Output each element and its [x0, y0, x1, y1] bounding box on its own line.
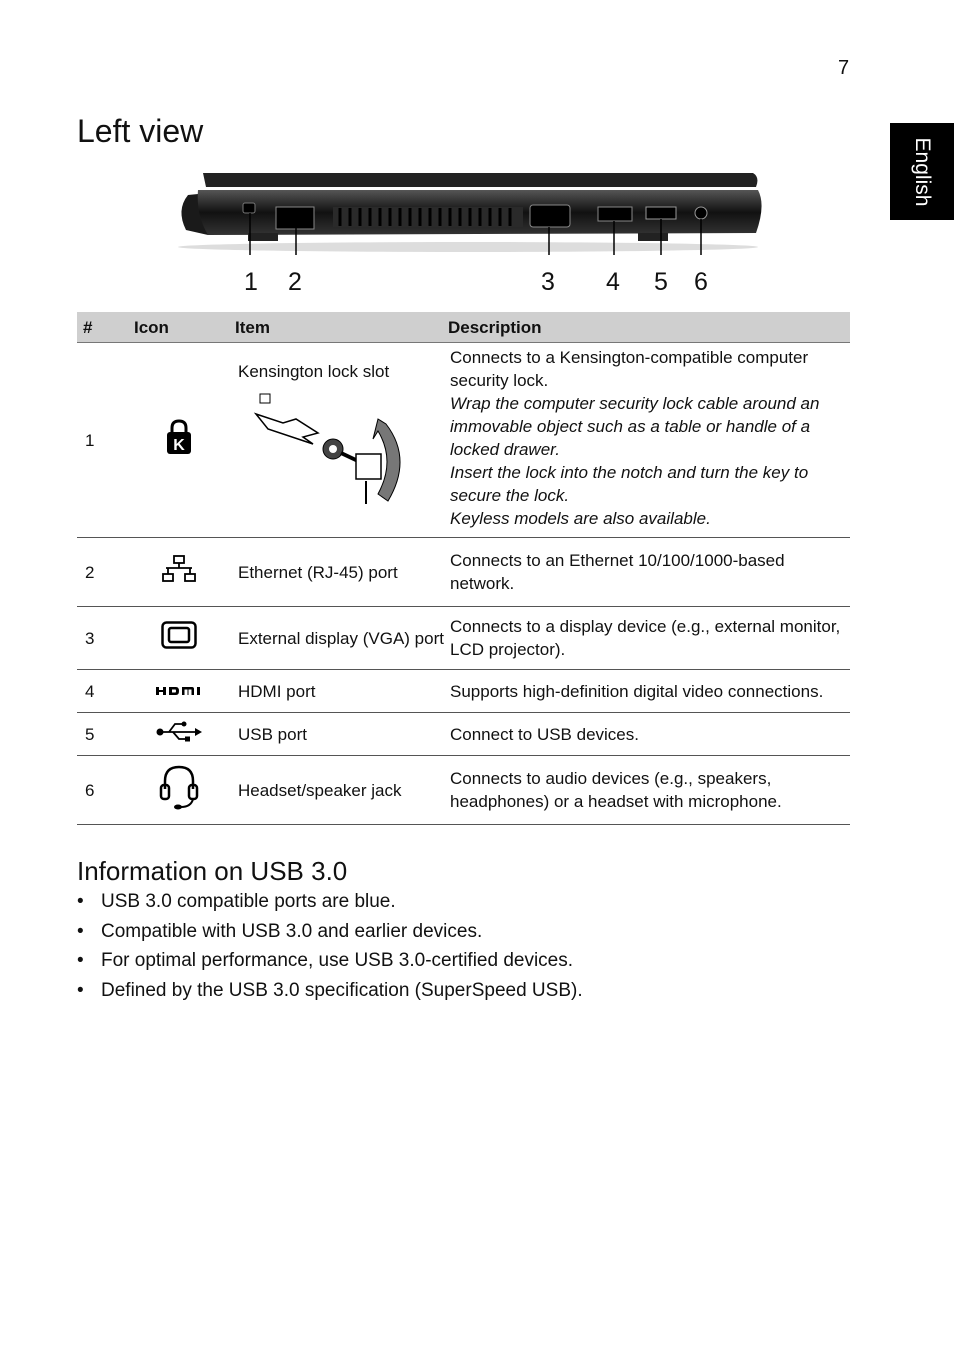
language-tab-label: English [911, 137, 934, 206]
callout-5: 5 [654, 268, 668, 296]
list-item: • Compatible with USB 3.0 and earlier devices. [77, 919, 583, 949]
row-item: HDMI port [230, 670, 444, 713]
row-item: Kensington lock slot [238, 362, 390, 381]
headset-icon [159, 763, 199, 811]
table-row [77, 713, 850, 756]
page-number: 7 [838, 57, 850, 79]
row-note: Wrap the computer security lock cable around an immovable object such as a table or handle of a locked drawer. [450, 394, 820, 459]
callout-1: 1 [244, 268, 258, 296]
row-item: External display (VGA) port [230, 607, 444, 670]
usb-icon [155, 720, 203, 742]
row-description: Connects to a display device (e.g., external monitor, LCD projector). [444, 607, 850, 670]
list-item: • USB 3.0 compatible ports are blue. [77, 889, 583, 919]
ethernet-icon [162, 555, 196, 583]
callout-6: 6 [694, 268, 708, 296]
row-description: Connect to USB devices. [444, 713, 850, 756]
usb-info-title: Information on USB 3.0 [77, 856, 348, 886]
section-title: Left view [77, 113, 204, 149]
table-header-row [77, 312, 850, 343]
row-num: 4 [77, 670, 127, 713]
row-note: Keyless models are also available. [450, 509, 711, 528]
callout-2: 2 [288, 268, 302, 296]
row-note: Insert the lock into the notch and turn the key to secure the lock. [450, 463, 809, 505]
header-item: Item [230, 312, 444, 343]
table-row [77, 607, 850, 670]
ports-table [77, 312, 850, 825]
row-description: Supports high-definition digital video connections. [444, 670, 850, 713]
list-item: • For optimal performance, use USB 3.0-certified devices. [77, 948, 583, 978]
callout-4: 4 [606, 268, 620, 296]
svg-text:K: K [172, 437, 185, 454]
header-description: Description [444, 312, 850, 343]
row-num: 3 [77, 607, 127, 670]
row-item: Headset/speaker jack [230, 756, 444, 825]
lock-illustration-icon [238, 389, 408, 509]
row-description: Connects to a Kensington-compatible computer security lock. [450, 348, 809, 390]
row-item: USB port [230, 713, 444, 756]
row-num: 5 [77, 713, 127, 756]
kensington-lock-icon [164, 418, 194, 456]
row-description: Connects to audio devices (e.g., speakers, headphones) or a headset with microphone. [444, 756, 850, 825]
list-item: • Defined by the USB 3.0 specification (SuperSpeed USB). [77, 978, 583, 1008]
table-row [77, 670, 850, 713]
row-num: 1 [77, 343, 127, 538]
table-row [77, 756, 850, 825]
header-icon: Icon [127, 312, 230, 343]
callout-3: 3 [541, 268, 555, 296]
table-row [77, 538, 850, 607]
hdmi-icon [155, 685, 203, 697]
vga-display-icon [161, 621, 197, 649]
table-row [77, 343, 850, 538]
row-item: Ethernet (RJ-45) port [230, 538, 444, 607]
language-tab [890, 123, 954, 220]
row-num: 6 [77, 756, 127, 825]
usb-info-list [77, 889, 583, 1007]
row-description: Connects to an Ethernet 10/100/1000-based network. [444, 538, 850, 607]
header-num: # [77, 312, 127, 343]
row-num: 2 [77, 538, 127, 607]
laptop-left-side-illustration [168, 165, 778, 255]
